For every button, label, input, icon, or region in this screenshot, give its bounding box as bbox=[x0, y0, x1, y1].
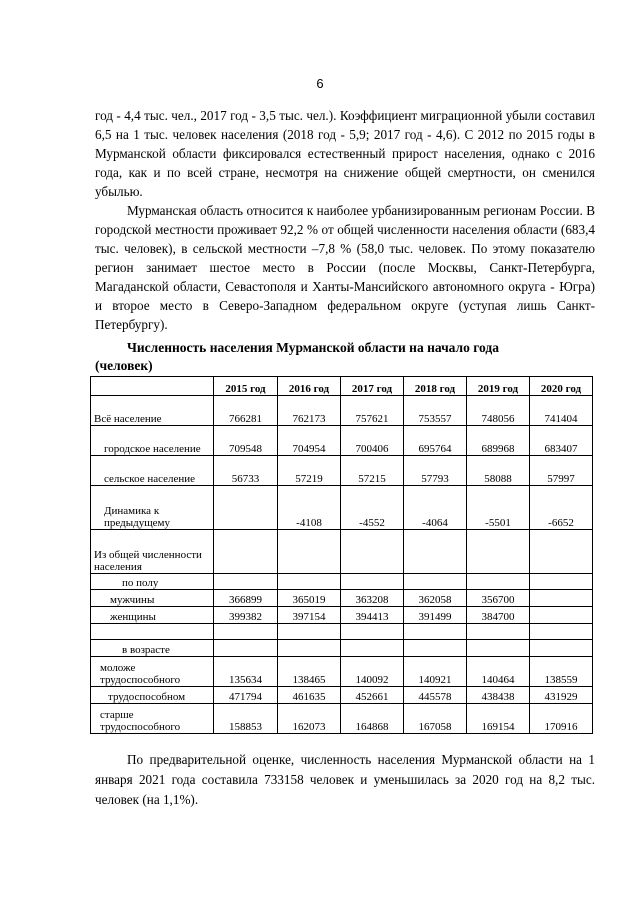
closing-text bbox=[95, 750, 595, 810]
value-cell: 135634 bbox=[214, 657, 278, 687]
value-cell: 431929 bbox=[530, 687, 593, 704]
value-cell: 170916 bbox=[530, 704, 593, 734]
header-cell: 2018 год bbox=[404, 377, 467, 396]
value-cell: 391499 bbox=[404, 607, 467, 624]
value-cell bbox=[530, 624, 593, 640]
table-row bbox=[91, 624, 593, 640]
value-cell: 438438 bbox=[467, 687, 530, 704]
value-cell bbox=[214, 574, 278, 590]
value-cell: 363208 bbox=[341, 590, 404, 607]
body-text bbox=[95, 106, 595, 334]
value-cell: 689968 bbox=[467, 426, 530, 456]
header-cell: 2020 год bbox=[530, 377, 593, 396]
value-cell bbox=[467, 574, 530, 590]
value-cell: 57793 bbox=[404, 456, 467, 486]
table-caption bbox=[95, 339, 595, 375]
value-cell: 140092 bbox=[341, 657, 404, 687]
table-row bbox=[91, 704, 593, 734]
value-cell bbox=[214, 624, 278, 640]
value-cell: 445578 bbox=[404, 687, 467, 704]
header-cell: 2016 год bbox=[278, 377, 341, 396]
value-cell bbox=[404, 640, 467, 657]
value-cell: 362058 bbox=[404, 590, 467, 607]
value-cell: 162073 bbox=[278, 704, 341, 734]
row-label: городское население bbox=[91, 426, 214, 456]
row-label: женщины bbox=[91, 607, 214, 624]
value-cell: 138559 bbox=[530, 657, 593, 687]
table-row bbox=[91, 486, 593, 530]
value-cell bbox=[341, 574, 404, 590]
value-cell bbox=[214, 486, 278, 530]
row-label: моложе трудоспособного bbox=[91, 657, 214, 687]
paragraph-estimate: По предварительной оценке, численность населения Мурманской области на 1 января 2021 года составила 733158 человек и уменьшилась за 2020 год на 8,2 тыс. человек (на 1,1%). bbox=[95, 752, 595, 807]
value-cell: 709548 bbox=[214, 426, 278, 456]
row-label: Всё население bbox=[91, 396, 214, 426]
value-cell bbox=[341, 624, 404, 640]
row-label: трудоспособном bbox=[91, 687, 214, 704]
value-cell: -4064 bbox=[404, 486, 467, 530]
value-cell: 757621 bbox=[341, 396, 404, 426]
table-row bbox=[91, 607, 593, 624]
population-table bbox=[90, 376, 593, 734]
value-cell bbox=[278, 574, 341, 590]
value-cell: 57997 bbox=[530, 456, 593, 486]
table-row bbox=[91, 426, 593, 456]
value-cell bbox=[404, 530, 467, 574]
header-cell: 2019 год bbox=[467, 377, 530, 396]
table-units: (человек) bbox=[95, 358, 153, 373]
value-cell bbox=[467, 530, 530, 574]
value-cell: 766281 bbox=[214, 396, 278, 426]
value-cell: -4108 bbox=[278, 486, 341, 530]
value-cell: 356700 bbox=[467, 590, 530, 607]
value-cell bbox=[341, 530, 404, 574]
value-cell: 158853 bbox=[214, 704, 278, 734]
value-cell bbox=[530, 590, 593, 607]
value-cell: 695764 bbox=[404, 426, 467, 456]
row-label: по полу bbox=[91, 574, 214, 590]
header-cell: 2017 год bbox=[341, 377, 404, 396]
value-cell: 366899 bbox=[214, 590, 278, 607]
value-cell: 57215 bbox=[341, 456, 404, 486]
value-cell: 58088 bbox=[467, 456, 530, 486]
table-header-row bbox=[91, 377, 593, 396]
value-cell: 164868 bbox=[341, 704, 404, 734]
value-cell: -5501 bbox=[467, 486, 530, 530]
table-row bbox=[91, 456, 593, 486]
row-label: старше трудоспособного bbox=[91, 704, 214, 734]
value-cell: 753557 bbox=[404, 396, 467, 426]
value-cell: 140921 bbox=[404, 657, 467, 687]
row-label: сельское население bbox=[91, 456, 214, 486]
value-cell: 384700 bbox=[467, 607, 530, 624]
value-cell bbox=[404, 574, 467, 590]
value-cell bbox=[530, 574, 593, 590]
table-row bbox=[91, 687, 593, 704]
table-title: Численность населения Мурманской области на начало года bbox=[127, 340, 499, 355]
value-cell bbox=[278, 530, 341, 574]
value-cell bbox=[278, 640, 341, 657]
value-cell: -4552 bbox=[341, 486, 404, 530]
value-cell bbox=[530, 607, 593, 624]
value-cell: -6652 bbox=[530, 486, 593, 530]
value-cell: 57219 bbox=[278, 456, 341, 486]
value-cell bbox=[467, 640, 530, 657]
value-cell bbox=[530, 530, 593, 574]
table-row bbox=[91, 640, 593, 657]
value-cell: 452661 bbox=[341, 687, 404, 704]
value-cell: 762173 bbox=[278, 396, 341, 426]
value-cell bbox=[278, 624, 341, 640]
header-cell bbox=[91, 377, 214, 396]
value-cell bbox=[214, 640, 278, 657]
row-label bbox=[91, 624, 214, 640]
value-cell: 683407 bbox=[530, 426, 593, 456]
value-cell: 700406 bbox=[341, 426, 404, 456]
value-cell: 138465 bbox=[278, 657, 341, 687]
value-cell: 140464 bbox=[467, 657, 530, 687]
value-cell: 704954 bbox=[278, 426, 341, 456]
value-cell bbox=[341, 640, 404, 657]
table-row bbox=[91, 574, 593, 590]
value-cell: 397154 bbox=[278, 607, 341, 624]
value-cell: 56733 bbox=[214, 456, 278, 486]
row-label: мужчины bbox=[91, 590, 214, 607]
table-row bbox=[91, 396, 593, 426]
paragraph-urbanization: Мурманская область относится к наиболее урбанизированным регионам России. В городской местности проживает 92,2 % от общей численности населения области (683,4 тыс. человек), в сельской местности –7,8 % (58,0 тыс. человек. По этому показателю регион занимает шестое место в России (после Москвы, Санкт-Петербурга, Магаданской области, Севастополя и Ханты-Мансийского автономного округа - Югра) и второе место в Северо-Западном федеральном округе (уступая лишь Санкт-Петербургу). bbox=[95, 203, 595, 332]
table-row bbox=[91, 590, 593, 607]
paragraph-migration: год - 4,4 тыс. чел., 2017 год - 3,5 тыс. чел.). Коэффициент миграционной убыли составил 6,5 на 1 тыс. человек населения (2018 год - 5,9; 2017 год - 4,6). С 2012 по 2015 годы в Мурманской области фиксировался естественный прирост населения, однако с 2016 года, как и по всей стране, несмотря на снижение общей смертности, он сменился убылью. bbox=[95, 108, 595, 199]
header-cell: 2015 год bbox=[214, 377, 278, 396]
value-cell bbox=[467, 624, 530, 640]
value-cell: 741404 bbox=[530, 396, 593, 426]
row-label: Из общей численности населения bbox=[91, 530, 214, 574]
value-cell bbox=[214, 530, 278, 574]
value-cell: 748056 bbox=[467, 396, 530, 426]
value-cell: 461635 bbox=[278, 687, 341, 704]
value-cell: 167058 bbox=[404, 704, 467, 734]
value-cell: 365019 bbox=[278, 590, 341, 607]
value-cell bbox=[404, 624, 467, 640]
value-cell bbox=[530, 640, 593, 657]
row-label: в возрасте bbox=[91, 640, 214, 657]
page-number: 6 bbox=[316, 76, 324, 91]
value-cell: 394413 bbox=[341, 607, 404, 624]
table-row bbox=[91, 657, 593, 687]
value-cell: 169154 bbox=[467, 704, 530, 734]
row-label: Динамика к предыдущему bbox=[91, 486, 214, 530]
value-cell: 399382 bbox=[214, 607, 278, 624]
table-row bbox=[91, 530, 593, 574]
value-cell: 471794 bbox=[214, 687, 278, 704]
